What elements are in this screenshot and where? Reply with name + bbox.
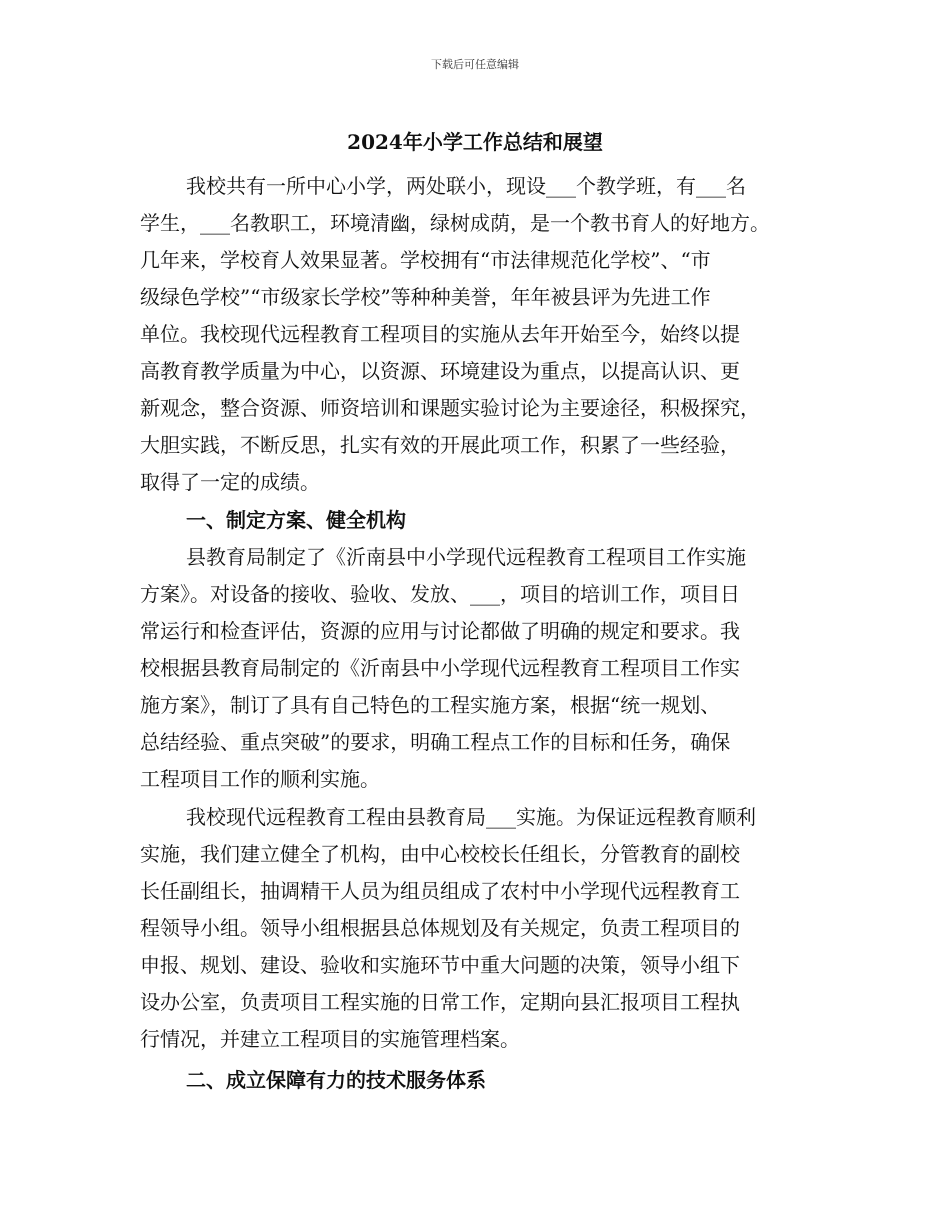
paragraph-line: 学生，___名教职工，环境清幽，绿树成荫，是一个教书育人的好地方。 (140, 211, 770, 235)
paragraph-line: 新观念，整合资源、师资培训和课题实验讨论为主要途径，积极探究， (140, 396, 760, 420)
paragraph-line: 校根据县教育局制定的《沂南县中小学现代远程教育工程项目工作实 (140, 656, 740, 680)
paragraph-line: 程领导小组。领导小组根据县总体规划及有关规定，负责工程项目的 (140, 916, 740, 940)
paragraph-line: 高教育教学质量为中心，以资源、环境建设为重点，以提高认识、更 (140, 359, 740, 383)
paragraph-line: 我校共有一所中心小学，两处联小，现设___个教学班，有___名 (186, 174, 746, 198)
paragraph-line: 工程项目工作的顺利实施。 (140, 767, 380, 791)
paragraph-line: 级绿色学校”“市级家长学校”等种种美誉，年年被县评为先进工作 (140, 285, 711, 309)
paragraph-line: 常运行和检查评估，资源的应用与讨论都做了明确的规定和要求。我 (140, 619, 740, 643)
paragraph-line: 方案》。对设备的接收、验收、发放、___，项目的培训工作，项目日 (140, 582, 740, 606)
paragraph-line: 申报、规划、建设、验收和实施环节中重大问题的决策，领导小组下 (140, 953, 740, 977)
paragraph-line: 总结经验、重点突破”的要求，明确工程点工作的目标和任务，确保 (140, 730, 731, 754)
paragraph-line: 实施，我们建立健全了机构，由中心校校长任组长，分管教育的副校 (140, 842, 740, 866)
section-heading: 二、成立保障有力的技术服务体系 (186, 1068, 486, 1092)
paragraph-line: 长任副组长，抽调精干人员为组员组成了农村中小学现代远程教育工 (140, 879, 740, 903)
paragraph-line: 取得了一定的成绩。 (140, 470, 320, 494)
paragraph-line: 大胆实践，不断反思，扎实有效的开展此项工作，积累了一些经验， (140, 433, 740, 457)
paragraph-line: 单位。我校现代远程教育工程项目的实施从去年开始至今，始终以提 (140, 322, 740, 346)
document-title: 2024年小学工作总结和展望 (347, 130, 603, 154)
paragraph-line: 行情况，并建立工程项目的实施管理档案。 (140, 1027, 520, 1051)
paragraph-line: 几年来，学校育人效果显著。学校拥有“市法律规范化学校”、“市 (140, 248, 711, 272)
paragraph-line: 县教育局制定了《沂南县中小学现代远程教育工程项目工作实施 (186, 545, 746, 569)
paragraph-line: 设办公室，负责项目工程实施的日常工作，定期向县汇报项目工程执 (140, 990, 740, 1014)
section-heading: 一、制定方案、健全机构 (186, 508, 406, 532)
paragraph-line: 施方案》，制订了具有自己特色的工程实施方案，根据“统一规划、 (140, 693, 721, 717)
page-header: 下载后可任意编辑 (431, 58, 519, 71)
paragraph-line: 我校现代远程教育工程由县教育局___实施。为保证远程教育顺利 (186, 805, 756, 829)
